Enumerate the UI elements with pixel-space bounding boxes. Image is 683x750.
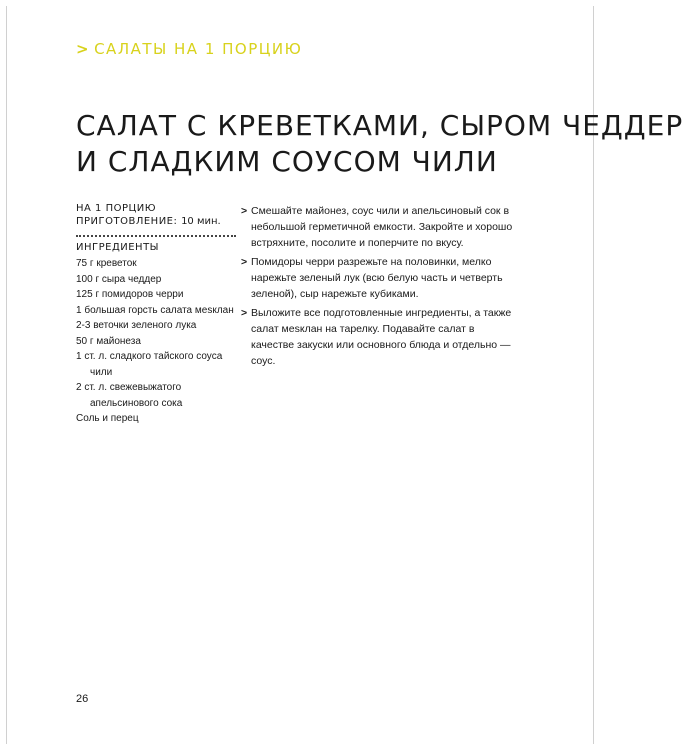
- prep-time-label: ПРИГОТОВЛЕНИЕ:: [76, 216, 178, 227]
- section-header: [76, 40, 302, 58]
- recipe-title: [76, 108, 683, 180]
- instruction-step: [241, 305, 519, 369]
- ingredient-item: 2 ст. л. свежевыжатого апельсинового сока: [76, 382, 183, 409]
- instruction-text: Смешайте майонез, соус чили и апельсиновый сок в небольшой герметичной емкости. Закройте и хорошо встряхните, посолите и поперчите по вкусу.: [251, 205, 513, 249]
- dotted-divider: [76, 235, 236, 237]
- section-title: САЛАТЫ НА 1 ПОРЦИЮ: [94, 40, 303, 58]
- ingredient-item: 100 г сыра чеддер: [76, 273, 162, 285]
- ingredient-item: 50 г майонеза: [76, 335, 141, 347]
- chevron-right-icon: >: [241, 205, 248, 217]
- recipe-info-column: [76, 202, 234, 427]
- recipe-title-line-1: САЛАТ С КРЕВЕТКАМИ, СЫРОМ ЧЕДДЕР: [76, 109, 683, 142]
- instructions-column: [241, 203, 519, 372]
- ingredients-heading: ИНГРЕДИЕНТЫ: [76, 242, 160, 253]
- ingredient-item: 2-3 веточки зеленого лука: [76, 320, 197, 331]
- ingredients-list: [76, 256, 234, 427]
- ingredient-item: 125 г помидоров черри: [76, 289, 184, 300]
- ingredient-item: 75 г креветок: [76, 258, 137, 269]
- prep-time: [76, 215, 234, 228]
- ingredient-item: 1 большая горсть салата мesклан: [76, 304, 234, 316]
- instruction-text: Выложите все подготовленные ингредиенты, а также салат мesклан на тарелку. Подавайте салат в качестве закуски или основного блюда и отдельно — соус.: [251, 307, 512, 367]
- ingredient-item: 1 ст. л. сладкого тайского соуса чили: [76, 351, 223, 378]
- chevron-right-icon: >: [76, 40, 91, 58]
- chevron-right-icon: >: [241, 307, 248, 319]
- page-number: 26: [76, 693, 89, 705]
- prep-time-value: 10 мин.: [181, 216, 221, 227]
- ingredient-item: Соль и перец: [76, 413, 139, 424]
- instruction-step: [241, 254, 519, 302]
- servings: НА 1 ПОРЦИЮ: [76, 203, 157, 214]
- chevron-right-icon: >: [241, 256, 248, 268]
- instruction-text: Помидоры черри разрежьте на половинки, мелко нарежьте зеленый лук (всю белую часть и четверть зеленой), сыр нарежьте кубиками.: [251, 256, 503, 300]
- recipe-title-line-2: И СЛАДКИМ СОУСОМ ЧИЛИ: [76, 145, 498, 178]
- instruction-step: [241, 203, 519, 251]
